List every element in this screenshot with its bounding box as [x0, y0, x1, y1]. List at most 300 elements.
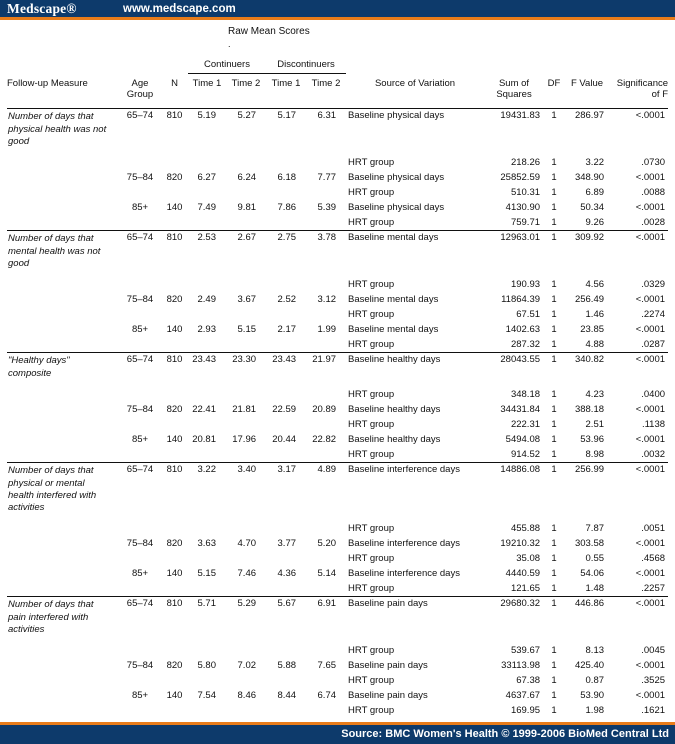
- cell-t1d: [266, 674, 306, 689]
- cell-ss: 759.71: [510, 216, 541, 228]
- cell-n: [161, 704, 188, 719]
- cell-t1d: [266, 388, 306, 403]
- cell-source: HRT group: [348, 278, 395, 290]
- group-header-discontinuers: Discontinuers: [266, 48, 346, 74]
- cell-t2d: 3.12: [317, 293, 337, 305]
- measure-label: Number of days that physical health was not good: [7, 109, 119, 231]
- cell-f: 8.13: [585, 644, 605, 656]
- cell-t2c: 17.96: [232, 433, 257, 445]
- cell-t1c: 2.93: [197, 323, 216, 335]
- cell-source: HRT group: [348, 552, 395, 564]
- cell-df: 1: [551, 689, 557, 701]
- measure-label: Number of days that physical or mental health interfered with activities: [7, 463, 119, 597]
- cell-t1c: 3.22: [188, 463, 226, 522]
- group-header-continuers: Continuers: [188, 48, 266, 74]
- cell-df: 1: [551, 216, 557, 228]
- cell-age: 65–74: [119, 109, 161, 156]
- cell-f: 1.98: [585, 704, 605, 716]
- cell-source: Baseline physical days: [348, 201, 445, 213]
- cell-sig: .2274: [641, 308, 666, 320]
- cell-n: [161, 156, 188, 171]
- cell-sig: .0329: [641, 278, 666, 290]
- cell-t1d: 3.77: [277, 537, 297, 549]
- cell-t1d: [266, 338, 306, 353]
- cell-ss: 4637.67: [505, 689, 541, 701]
- cell-t2d: 7.77: [317, 171, 337, 183]
- measure-label: Number of days that mental health was not good: [7, 231, 119, 353]
- cell-n: [161, 644, 188, 659]
- cell-n: 810: [161, 109, 188, 156]
- cell-t1c: [188, 522, 226, 537]
- col-header-time2-continuers: Time 2: [226, 74, 266, 109]
- cell-n: [161, 278, 188, 293]
- cell-n: 810: [161, 463, 188, 522]
- cell-df: 1: [544, 353, 564, 388]
- cell-t1d: [266, 308, 306, 323]
- cell-sig: <.0001: [635, 323, 666, 335]
- cell-t2d: 6.91: [306, 597, 346, 644]
- cell-f: 256.99: [564, 463, 610, 522]
- cell-source: Baseline interference days: [348, 567, 460, 579]
- cell-n: 820: [166, 293, 183, 305]
- cell-age: 65–74: [119, 463, 161, 522]
- cell-t2d: [306, 674, 346, 689]
- cell-t2d: [306, 308, 346, 323]
- col-header-significance-of-f: Significance of F: [610, 74, 668, 109]
- measure-label: "Healthy days" composite: [7, 353, 119, 463]
- cell-df: 1: [551, 567, 557, 579]
- cell-t2d: 3.78: [306, 231, 346, 278]
- cell-age: 85+: [131, 323, 149, 335]
- cell-t1d: [266, 156, 306, 171]
- cell-f: 348.90: [574, 171, 605, 183]
- cell-sig: <.0001: [635, 171, 666, 183]
- cell-ss: 222.31: [510, 418, 541, 430]
- cell-f: 4.23: [585, 388, 605, 400]
- cell-source: HRT group: [348, 644, 395, 656]
- cell-age: 85+: [131, 567, 149, 579]
- cell-df: 1: [544, 231, 564, 278]
- cell-age: [119, 674, 161, 689]
- cell-df: 1: [551, 156, 557, 168]
- cell-df: 1: [551, 582, 557, 594]
- col-header-sum-of-squares: Sum of Squares: [484, 74, 544, 109]
- cell-age: [119, 522, 161, 537]
- cell-f: 1.46: [585, 308, 605, 320]
- footer: [0, 722, 675, 744]
- cell-t2c: [226, 674, 266, 689]
- cell-age: [119, 308, 161, 323]
- cell-df: 1: [551, 186, 557, 198]
- title-row: [0, 20, 675, 48]
- cell-t2d: [306, 644, 346, 659]
- cell-age: [119, 216, 161, 231]
- cell-df: 1: [544, 463, 564, 522]
- cell-ss: 121.65: [510, 582, 541, 594]
- table-head: [7, 48, 668, 109]
- site-url: www.medscape.com: [123, 2, 236, 15]
- cell-ss: 19431.83: [484, 109, 544, 156]
- cell-ss: 287.32: [510, 338, 541, 350]
- cell-source: HRT group: [348, 448, 395, 460]
- cell-t2c: 23.30: [226, 353, 266, 388]
- cell-n: [161, 552, 188, 567]
- cell-df: 1: [551, 293, 557, 305]
- table-section: [7, 109, 668, 231]
- cell-sig: <.0001: [610, 463, 668, 522]
- cell-t1c: [188, 582, 226, 597]
- cell-sig: .1621: [641, 704, 666, 716]
- cell-t1d: [266, 216, 306, 231]
- cell-t1c: 6.27: [197, 171, 216, 183]
- cell-ss: 348.18: [510, 388, 541, 400]
- cell-df: 1: [551, 448, 557, 460]
- cell-ss: 14886.08: [484, 463, 544, 522]
- cell-age: 75–84: [126, 403, 154, 415]
- cell-sig: <.0001: [610, 353, 668, 388]
- cell-sig: <.0001: [635, 293, 666, 305]
- cell-source: Baseline healthy days: [348, 433, 441, 445]
- cell-ss: 539.67: [510, 644, 541, 656]
- cell-n: [161, 388, 188, 403]
- cell-t1c: [188, 278, 226, 293]
- cell-t2c: [226, 448, 266, 463]
- column-header-row: [7, 74, 668, 109]
- cell-source: Baseline physical days: [346, 109, 484, 156]
- cell-t2d: 6.31: [306, 109, 346, 156]
- cell-f: 50.34: [580, 201, 605, 213]
- col-header-source-of-variation: Source of Variation: [346, 74, 484, 109]
- cell-n: 810: [161, 597, 188, 644]
- cell-source: HRT group: [348, 216, 395, 228]
- cell-sig: .3525: [641, 674, 666, 686]
- cell-t1d: 4.36: [277, 567, 297, 579]
- cell-n: 820: [166, 659, 183, 671]
- cell-t2c: [226, 278, 266, 293]
- cell-t2d: 5.39: [317, 201, 337, 213]
- cell-t2c: 5.29: [226, 597, 266, 644]
- cell-t1c: [188, 674, 226, 689]
- cell-t1d: 5.67: [266, 597, 306, 644]
- cell-f: 53.90: [580, 689, 605, 701]
- cell-t1d: [266, 582, 306, 597]
- cell-t1c: 3.63: [197, 537, 216, 549]
- cell-age: 85+: [131, 201, 149, 213]
- cell-sig: .2257: [641, 582, 666, 594]
- cell-source: HRT group: [348, 388, 395, 400]
- cell-ss: 5494.08: [505, 433, 541, 445]
- cell-t1d: 2.52: [277, 293, 297, 305]
- col-header-f-value: F Value: [564, 74, 610, 109]
- table-title: Raw Mean Scores: [228, 26, 310, 37]
- cell-age: [119, 418, 161, 433]
- cell-f: 388.18: [574, 403, 605, 415]
- cell-f: 7.87: [585, 522, 605, 534]
- cell-ss: 12963.01: [484, 231, 544, 278]
- cell-df: 1: [551, 674, 557, 686]
- cell-ss: 455.88: [510, 522, 541, 534]
- col-header-df: DF: [544, 74, 564, 109]
- cell-t1c: [188, 418, 226, 433]
- cell-f: 0.55: [585, 552, 605, 564]
- cell-df: 1: [551, 659, 557, 671]
- top-banner: [0, 0, 675, 17]
- cell-t2d: 7.65: [317, 659, 337, 671]
- cell-source: Baseline mental days: [348, 293, 439, 305]
- cell-t2d: [306, 216, 346, 231]
- cell-t2c: [226, 704, 266, 719]
- cell-f: 286.97: [564, 109, 610, 156]
- cell-sig: <.0001: [610, 597, 668, 644]
- measure-label: Number of days that pain interfered with activities: [7, 597, 119, 719]
- cell-t2d: [306, 448, 346, 463]
- cell-sig: .4568: [641, 552, 666, 564]
- baseline-row: [7, 231, 668, 278]
- cell-df: 1: [544, 597, 564, 644]
- cell-t1c: 7.49: [197, 201, 216, 213]
- cell-ss: 1402.63: [505, 323, 541, 335]
- cell-age: 65–74: [119, 231, 161, 278]
- cell-age: [119, 704, 161, 719]
- cell-t1c: [188, 216, 226, 231]
- cell-ss: 29680.32: [484, 597, 544, 644]
- cell-t2c: 2.67: [226, 231, 266, 278]
- col-header-n: N: [161, 74, 188, 109]
- cell-ss: 35.08: [516, 552, 541, 564]
- cell-sig: .0287: [641, 338, 666, 350]
- cell-age: [119, 338, 161, 353]
- cell-n: [161, 338, 188, 353]
- cell-source: Baseline healthy days: [346, 353, 484, 388]
- cell-n: 820: [166, 171, 183, 183]
- cell-n: 140: [166, 323, 183, 335]
- cell-t2c: 3.67: [237, 293, 257, 305]
- cell-t2c: [226, 388, 266, 403]
- cell-t1d: 22.59: [272, 403, 297, 415]
- cell-t2d: 22.82: [312, 433, 337, 445]
- cell-n: 810: [161, 353, 188, 388]
- col-header-time1-discontinuers: Time 1: [266, 74, 306, 109]
- cell-t2d: [306, 156, 346, 171]
- cell-f: 3.22: [585, 156, 605, 168]
- cell-n: [161, 582, 188, 597]
- stats-table: [7, 48, 668, 719]
- cell-t1c: [188, 644, 226, 659]
- cell-df: 1: [551, 278, 557, 290]
- cell-age: 65–74: [119, 597, 161, 644]
- cell-n: [161, 522, 188, 537]
- cell-t2d: 5.20: [317, 537, 337, 549]
- cell-sig: <.0001: [635, 689, 666, 701]
- cell-age: 75–84: [126, 293, 154, 305]
- table-section: [7, 597, 668, 719]
- cell-t2c: 7.02: [237, 659, 257, 671]
- cell-age: 75–84: [126, 171, 154, 183]
- cell-n: 140: [166, 689, 183, 701]
- cell-t2d: [306, 552, 346, 567]
- cell-ss: 510.31: [510, 186, 541, 198]
- cell-t2d: 5.14: [317, 567, 337, 579]
- table-section: [7, 353, 668, 463]
- cell-t2c: 6.24: [237, 171, 257, 183]
- cell-t2d: [306, 278, 346, 293]
- cell-t1d: 8.44: [277, 689, 297, 701]
- cell-t1d: [266, 186, 306, 201]
- cell-t1c: 23.43: [188, 353, 226, 388]
- cell-source: Baseline healthy days: [348, 403, 441, 415]
- cell-source: HRT group: [348, 156, 395, 168]
- cell-source: HRT group: [348, 338, 395, 350]
- cell-t1c: 5.19: [188, 109, 226, 156]
- cell-df: 1: [551, 537, 557, 549]
- baseline-row: [7, 597, 668, 644]
- cell-ss: 11864.39: [501, 293, 541, 305]
- cell-age: [119, 186, 161, 201]
- cell-sig: <.0001: [635, 567, 666, 579]
- cell-n: 140: [166, 567, 183, 579]
- cell-df: 1: [551, 418, 557, 430]
- cell-sig: <.0001: [635, 403, 666, 415]
- cell-df: 1: [551, 552, 557, 564]
- cell-t1c: [188, 156, 226, 171]
- cell-age: 85+: [131, 689, 149, 701]
- cell-t2c: 5.27: [226, 109, 266, 156]
- cell-age: [119, 388, 161, 403]
- cell-t2c: 9.81: [237, 201, 257, 213]
- cell-t1d: [266, 418, 306, 433]
- cell-f: 303.58: [574, 537, 605, 549]
- cell-n: [161, 674, 188, 689]
- cell-t2d: [306, 186, 346, 201]
- cell-t1c: 2.49: [197, 293, 216, 305]
- cell-f: 0.87: [585, 674, 605, 686]
- cell-f: 6.89: [585, 186, 605, 198]
- cell-source: HRT group: [348, 674, 395, 686]
- cell-t2d: [306, 338, 346, 353]
- cell-ss: 34431.84: [500, 403, 541, 415]
- cell-f: 309.92: [564, 231, 610, 278]
- cell-t2c: [226, 582, 266, 597]
- cell-t2c: [226, 186, 266, 201]
- cell-age: 65–74: [119, 353, 161, 388]
- cell-f: 256.49: [574, 293, 605, 305]
- cell-source: HRT group: [348, 308, 395, 320]
- cell-t1d: [266, 278, 306, 293]
- cell-source: Baseline mental days: [348, 323, 439, 335]
- cell-t2d: 4.89: [306, 463, 346, 522]
- cell-t1d: [266, 522, 306, 537]
- cell-t1d: [266, 644, 306, 659]
- cell-n: 140: [166, 433, 183, 445]
- cell-t2c: 21.81: [232, 403, 257, 415]
- cell-t1d: [266, 448, 306, 463]
- col-header-measure: Follow-up Measure: [7, 74, 119, 109]
- cell-sig: <.0001: [635, 433, 666, 445]
- cell-source: Baseline interference days: [348, 537, 460, 549]
- cell-sig: .0045: [641, 644, 666, 656]
- cell-n: [161, 216, 188, 231]
- cell-df: 1: [551, 338, 557, 350]
- cell-ss: 4440.59: [505, 567, 541, 579]
- cell-source: HRT group: [348, 582, 395, 594]
- cell-df: 1: [544, 109, 564, 156]
- cell-source: Baseline pain days: [346, 597, 484, 644]
- cell-f: 4.56: [585, 278, 605, 290]
- cell-sig: <.0001: [610, 109, 668, 156]
- cell-t2d: 20.89: [312, 403, 337, 415]
- cell-n: [161, 308, 188, 323]
- cell-t2d: 21.97: [306, 353, 346, 388]
- cell-t1d: [266, 552, 306, 567]
- cell-t2c: [226, 308, 266, 323]
- cell-source: HRT group: [348, 186, 395, 198]
- cell-t2c: 4.70: [237, 537, 257, 549]
- cell-source: HRT group: [348, 522, 395, 534]
- cell-ss: 33113.98: [501, 659, 541, 671]
- cell-f: 54.06: [580, 567, 605, 579]
- cell-sig: <.0001: [635, 201, 666, 213]
- cell-t1c: 20.81: [192, 433, 216, 445]
- cell-n: [161, 186, 188, 201]
- cell-n: 820: [166, 537, 183, 549]
- cell-t1d: 23.43: [266, 353, 306, 388]
- cell-t2c: 5.15: [237, 323, 257, 335]
- cell-t1c: [188, 338, 226, 353]
- cell-df: 1: [551, 171, 557, 183]
- cell-sig: .0088: [641, 186, 666, 198]
- cell-n: 810: [161, 231, 188, 278]
- cell-age: [119, 582, 161, 597]
- cell-ss: 67.51: [516, 308, 541, 320]
- cell-source: Baseline interference days: [346, 463, 484, 522]
- cell-t1c: 22.41: [192, 403, 216, 415]
- cell-df: 1: [551, 308, 557, 320]
- cell-t2d: [306, 522, 346, 537]
- cell-t1c: 5.15: [197, 567, 216, 579]
- cell-t1d: 3.17: [266, 463, 306, 522]
- cell-f: 8.98: [585, 448, 605, 460]
- cell-age: [119, 278, 161, 293]
- cell-t2c: [226, 338, 266, 353]
- cell-t1c: 2.53: [188, 231, 226, 278]
- cell-age: [119, 156, 161, 171]
- cell-df: 1: [551, 522, 557, 534]
- col-header-time2-discontinuers: Time 2: [306, 74, 346, 109]
- cell-t2d: [306, 388, 346, 403]
- cell-t1d: [266, 704, 306, 719]
- cell-source: HRT group: [348, 418, 395, 430]
- cell-df: 1: [551, 388, 557, 400]
- cell-ss: 19210.32: [500, 537, 541, 549]
- cell-f: 53.96: [580, 433, 605, 445]
- cell-ss: 218.26: [510, 156, 541, 168]
- group-header-spacer: [346, 48, 668, 74]
- cell-t2c: 3.40: [226, 463, 266, 522]
- cell-f: 446.86: [564, 597, 610, 644]
- cell-t1c: [188, 704, 226, 719]
- cell-f: 340.82: [564, 353, 610, 388]
- cell-t2c: [226, 552, 266, 567]
- stray-dot: .: [228, 39, 231, 49]
- cell-ss: 169.95: [510, 704, 541, 716]
- cell-sig: <.0001: [610, 231, 668, 278]
- cell-f: 1.48: [585, 582, 605, 594]
- cell-t2d: 1.99: [317, 323, 337, 335]
- cell-t1c: 5.80: [197, 659, 216, 671]
- cell-n: 140: [166, 201, 183, 213]
- col-header-age-group: Age Group: [119, 74, 161, 109]
- cell-t1d: 5.17: [266, 109, 306, 156]
